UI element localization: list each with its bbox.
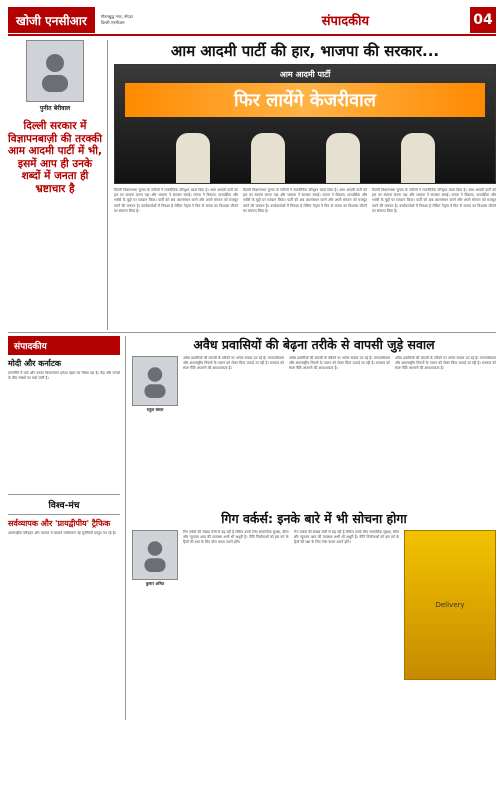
editorial-column [8, 336, 126, 720]
delivery-photo-box [404, 530, 496, 720]
story3-row [132, 530, 496, 720]
editorial-body: राजनीति में वादे और उनका क्रियान्वयन हमेशा बहस का विषय रहा है। केंद्र और राज्यों के बीच संबंधों पर चर्चा जारी है। [8, 371, 120, 381]
photo-figures [155, 128, 455, 183]
masthead-info-line1: गौतमबुद्ध नगर, नोएडा [100, 14, 133, 19]
top-section [8, 40, 496, 330]
story2-photo [132, 356, 178, 406]
pull-quote: दिल्ली सरकार में विज्ञापनबाज़ी की तरक्की आम आदमी पार्टी में भी, इसमें आप ही उनके शब्दों में जनता ही भ्रष्टाचार है [8, 120, 103, 195]
story2-headline: अवैध प्रवासियों की बेढ़ना तरीके से वापसी जुड़े सवाल [193, 337, 435, 352]
delivery-label: Delivery [435, 601, 465, 609]
lower-section [8, 332, 496, 720]
author-name: पुनीत बेरीवाल [39, 105, 71, 112]
lead-body-col: दिल्ली विधानसभा चुनाव के नतीजों ने राजनीतिक परिदृश्य बदल दिया है। आम आदमी पार्टी को हार का सामना करना पड़ा और भाजपा ने सरकार बनाई। जनता ने विकास, पारदर्शिता और भरोसे के मुद्दों पर मतदान किया। पार्टी को अब आत्ममंथन करने और अपने संगठन को मजबूत करने की जरूरत है। कार्यकर्ताओं में निराशा है लेकिन नेतृत्व ने फिर से जनता का विश्वास जीतने का संकल्प लिया है। [114, 188, 238, 213]
section-title: संपादकीय [321, 14, 370, 29]
page-number: 04 [470, 7, 496, 33]
story3-headline: गिग वर्कर्स: इनके बारे में भी सोचना होगा [221, 511, 407, 526]
story2-photo-box [132, 356, 178, 506]
lead-photo [114, 64, 496, 184]
person-icon [140, 364, 170, 398]
story3-body: गिग वर्कर्स की संख्या तेजी से बढ़ रही है लेकिन उनके लिए सामाजिक सुरक्षा, बीमा और न्यूनतम आय की व्यवस्था अभी भी अधूरी है। नीति निर्माताओं को इस वर्ग के हितों की रक्षा के लिए ठोस कदम उठाने होंगे। [183, 530, 289, 545]
story3-body: गिग वर्कर्स की संख्या तेजी से बढ़ रही है लेकिन उनके लिए सामाजिक सुरक्षा, बीमा और न्यूनतम आय की व्यवस्था अभी भी अधूरी है। नीति निर्माताओं को इस वर्ग के हितों की रक्षा के लिए ठोस कदम उठाने होंगे। [293, 530, 399, 545]
photo-top-text: आम आदमी पार्टी [279, 70, 331, 79]
world-body: अंतरराष्ट्रीय परिवहन और व्यापार में बदलते समीकरण नई चुनौतियाँ प्रस्तुत कर रहे हैं। [8, 531, 116, 535]
story2-body: अवैध प्रवासियों की वापसी के तरीकों पर अनेक सवाल उठ रहे हैं। मानवाधिकार और अंतरराष्ट्रीय नियमों के पालन को लेकर चिंता जताई जा रही है। सरकार को स्पष्ट नीति अपनाने की आवश्यकता है। [395, 356, 496, 371]
world-title: सर्वव्यापक और 'प्रायद्वीपीय' ट्रैफिक [8, 519, 111, 528]
lead-body-columns [114, 188, 496, 326]
editorial-label: संपादकीय [8, 336, 120, 355]
story3-photo [132, 530, 178, 580]
masthead-info-line2: दिल्ली एनसीआर [100, 20, 125, 25]
story2-body: अवैध प्रवासियों की वापसी के तरीकों पर अनेक सवाल उठ रहे हैं। मानवाधिकार और अंतरराष्ट्रीय नियमों के पालन को लेकर चिंता जताई जा रही है। सरकार को स्पष्ट नीति अपनाने की आवश्यकता है। [183, 356, 284, 371]
masthead [8, 6, 496, 36]
editorial-title: मोदी और कर्नाटक [8, 359, 62, 368]
world-section-label: विश्व-मंच [8, 494, 120, 515]
delivery-photo [404, 530, 496, 680]
lead-body-col: दिल्ली विधानसभा चुनाव के नतीजों ने राजनीतिक परिदृश्य बदल दिया है। आम आदमी पार्टी को हार का सामना करना पड़ा और भाजपा ने सरकार बनाई। जनता ने विकास, पारदर्शिता और भरोसे के मुद्दों पर मतदान किया। पार्टी को अब आत्ममंथन करने और अपने संगठन को मजबूत करने की जरूरत है। कार्यकर्ताओं में निराशा है लेकिन नेतृत्व ने फिर से जनता का विश्वास जीतने का संकल्प लिया है। [372, 188, 496, 213]
story2-body: अवैध प्रवासियों की वापसी के तरीकों पर अनेक सवाल उठ रहे हैं। मानवाधिकार और अंतरराष्ट्रीय नियमों के पालन को लेकर चिंता जताई जा रही है। सरकार को स्पष्ट नीति अपनाने की आवश्यकता है। [289, 356, 390, 371]
story3-photo-box [132, 530, 178, 720]
lead-story [108, 40, 496, 330]
brand-logo: खोजी एनसीआर [8, 7, 95, 33]
story3-caption: कुमार अमित [145, 581, 165, 586]
right-stories [126, 336, 496, 720]
person-icon [140, 538, 170, 572]
person-icon [37, 50, 73, 92]
author-box [8, 40, 102, 112]
photo-banner [125, 83, 485, 117]
story2-caption: राहुल बंसल [146, 407, 164, 412]
story2-row [132, 356, 496, 506]
photo-banner-text: फिर लायेंगे केजरीवाल [234, 90, 376, 111]
author-photo [26, 40, 84, 102]
lead-body-col: दिल्ली विधानसभा चुनाव के नतीजों ने राजनीतिक परिदृश्य बदल दिया है। आम आदमी पार्टी को हार का सामना करना पड़ा और भाजपा ने सरकार बनाई। जनता ने विकास, पारदर्शिता और भरोसे के मुद्दों पर मतदान किया। पार्टी को अब आत्ममंथन करने और अपने संगठन को मजबूत करने की जरूरत है। कार्यकर्ताओं में निराशा है लेकिन नेतृत्व ने फिर से जनता का विश्वास जीतने का संकल्प लिया है। [243, 188, 367, 213]
left-column [8, 40, 108, 330]
masthead-info [101, 14, 221, 26]
lead-headline: आम आदमी पार्टी की हार, भाजपा की सरकार... [170, 42, 440, 60]
